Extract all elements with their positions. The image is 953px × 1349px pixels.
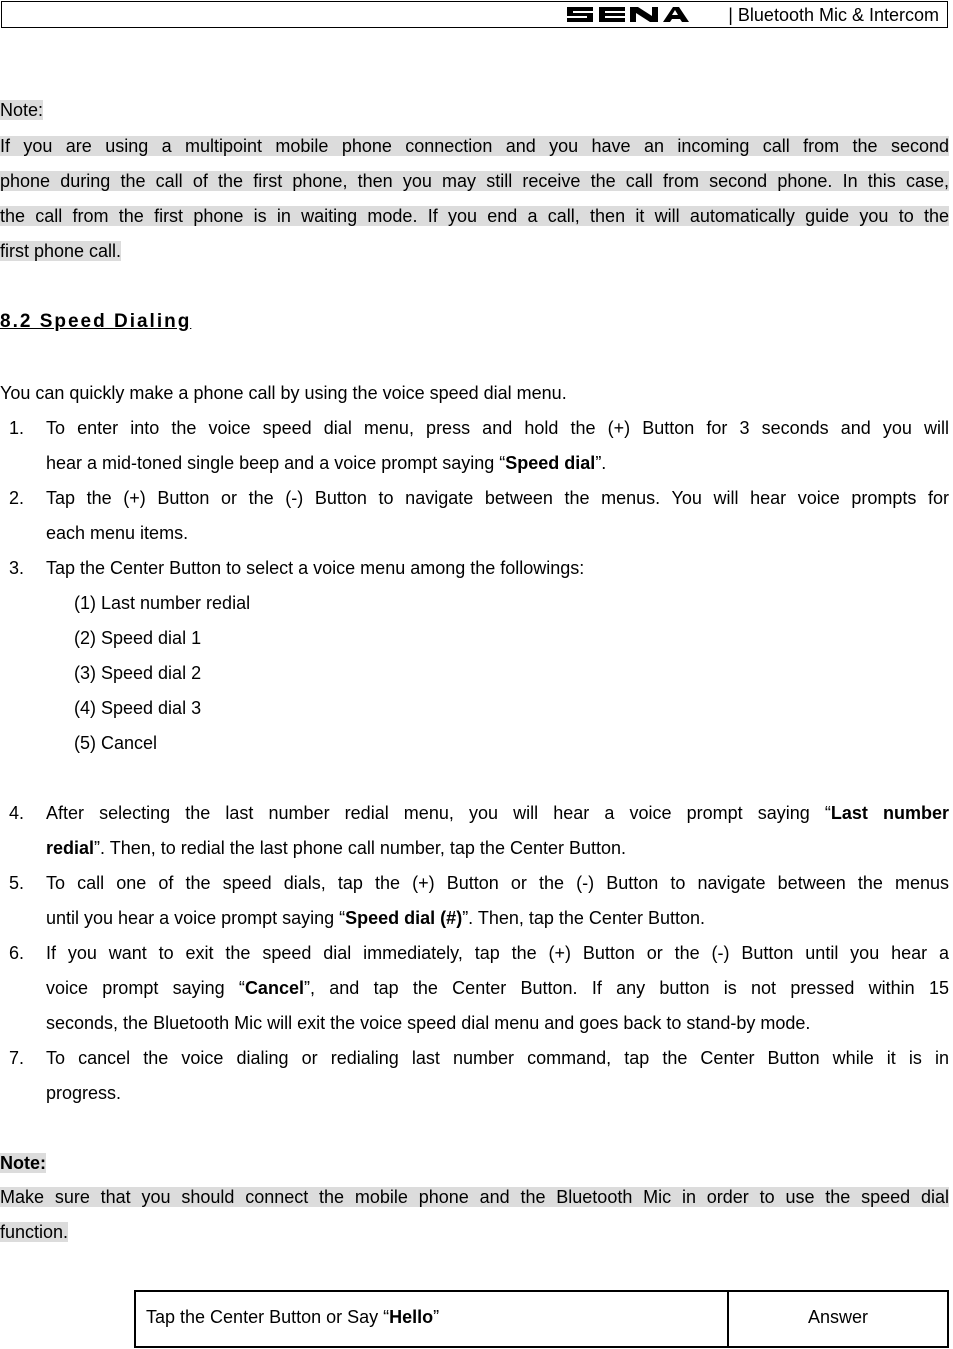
table-cell-result: Answer <box>807 1307 869 1327</box>
header-title: | Bluetooth Mic & Intercom <box>728 5 939 25</box>
note-2-line-1: Make sure that you should connect the mobile phone and the Bluetooth Mic in order to use the speed dial <box>0 1187 949 1207</box>
menu-item-last-number-redial: (1) Last number redial <box>74 593 251 613</box>
note-2-line-2: function. <box>0 1222 69 1242</box>
sena-logo-graphic <box>567 4 689 25</box>
note-line-3: the call from the first phone is in waiting mode. If you end a call, then it will automatically guide you to the <box>0 206 949 226</box>
note-2-label: Note: <box>0 1153 46 1173</box>
command-table <box>134 1290 949 1348</box>
note-line-4: first phone call. <box>0 241 122 261</box>
note-line-2: phone during the call of the first phone, then you may still receive the call from second phone. In this case, <box>0 171 949 191</box>
section-heading: 8.2 Speed Dialing <box>0 311 192 332</box>
note-line-1: If you are using a multipoint mobile phone connection and you have an incoming call from the second <box>0 136 949 156</box>
note-label: Note: <box>0 100 44 120</box>
menu-item-speed-dial-1: (2) Speed dial 1 <box>74 628 202 648</box>
section-intro: You can quickly make a phone call by using the voice speed dial menu. <box>0 383 567 403</box>
sena-logo <box>567 4 689 25</box>
page-header <box>1 1 948 28</box>
menu-item-cancel: (5) Cancel <box>74 733 158 753</box>
table-cell-action: Tap the Center Button or Say “Hello” <box>146 1307 440 1327</box>
menu-item-speed-dial-3: (4) Speed dial 3 <box>74 698 202 718</box>
menu-item-speed-dial-2: (3) Speed dial 2 <box>74 663 202 683</box>
